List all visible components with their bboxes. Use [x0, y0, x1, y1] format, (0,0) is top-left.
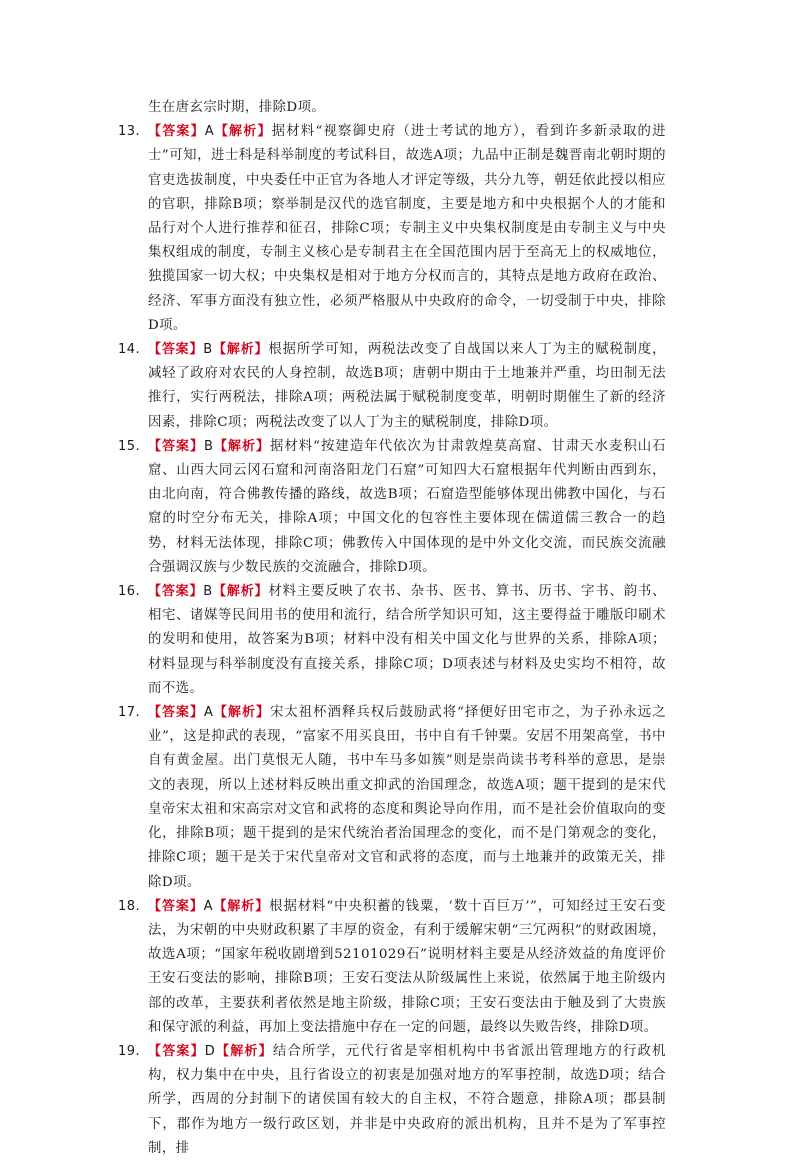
answer-tag: 【答案】	[148, 1043, 205, 1059]
question-number: 18.	[118, 898, 141, 914]
question-number: 19.	[118, 1043, 141, 1059]
analysis-text: 材料主要反映了农书、杂书、医书、算书、历书、字书、韵书、相宅、诸媒等民间用书的使用和流行，结合所学知识可知，这主要得益于雕版印刷术的发明和使用，故答案为B项；材料中没有相关中国文化与世界的关系，排除A项；材料显现与科举制度没有直接关系，排除C项；D项表述与材料及史实均不相符，故而不选。	[148, 584, 666, 696]
analysis-text: 根据所学可知，两税法改变了自战国以来人丁为主的赋税制度，减轻了政府对农民的人身控制，故选B项；唐朝中期由于土地兼并严重，均田制无法推行，实行两税法，排除A项；两税法属于赋税制度变革，明朝时期催生了新的经济因素，排除C项；两税法改变了以人丁为主的赋税制度，排除D项。	[148, 342, 666, 430]
answer-item-14	[118, 338, 666, 435]
analysis-text: 根据材料“中央积蓄的钱粟，‘数十百巨万’”，可知经过王安石变法，为宋朝的中央财政积累了丰厚的资金，有利于缓解宋朝“三冗两积”的财政困境，故选A项；“国家年税收剧增到52101029石”说明材料主要是从经济效益的角度评价王安石变法的影响，排除B项；王安石变法从阶级属性上来说，依然属于地主阶级内部的改革，主要获利者依然是地主阶级，排除C项；王安石变法由于触及到了大贵族和保守派的利益，再加上变法措施中存在一定的问题，最终以失败告终，排除D项。	[148, 898, 666, 1035]
analysis-text: 据材料“视察御史府（进士考试的地方），看到许多新录取的进士”可知，进士科是科举制度的考试科目，故选A项；九品中正制是魏晋南北朝时期的官吏选拔制度，中央委任中正官为各地人才评定等级，共分九等，朝廷依此授以相应的官职，排除B项；察举制是汉代的选官制度，主要是地方和中央根据个人的才能和品行对个人进行推荐和征召，排除C项；专制主义中央集权制度是由专制主义与中央集权组成的制度，专制主义核心是专制君主在全国范围内居于至高无上的权威地位，独揽国家一切大权；中央集权是相对于地方分权而言的，其特点是地方政府在政治、经济、军事方面没有独立性，必须严格服从中央政府的命令，一切受制于中央，排除D项。	[148, 124, 666, 333]
answer-tag: 【答案】	[148, 705, 205, 721]
question-number: 13.	[118, 124, 141, 140]
analysis-text: 结合所学，元代行省是宰相机构中书省派出管理地方的行政机构，权力集中在中央，且行省设立的初衷是加强对地方的军事控制，故选D项；结合所学，西周的分封制下的诸侯国有较大的自主权，不符合题意，排除A项；郡县制下，郡作为地方一级行政区划，并非是中央政府的派出机构，且并不是为了军事控制，排	[148, 1043, 666, 1156]
analysis-text: 宋太祖杯酒释兵权后鼓励武将“择便好田宅市之，为子孙永远之业”，这是抑武的表现，“富家不用买良田，书中自有千钟粟。安居不用架高堂，书中自有黄金屋。出门莫恨无人随，书中车马多如簇”则是崇尚读书考科举的意思，是崇文的表现，所以上述材料反映出重文抑武的治国理念，故选A项；题干提到的是宋代皇帝宋太祖和宋高宗对文官和武将的态度和舆论导向作用，而不是社会价值取向的变化，排除B项；题干提到的是宋代统治者治国理念的变化，而不是门第观念的变化，排除C项；题干是关于宋代皇帝对文官和武将的态度，而与土地兼并的政策无关，排除D项。	[148, 705, 666, 890]
analysis-tag: 【解析】	[215, 1043, 273, 1059]
answer-letter: D	[204, 1043, 216, 1059]
question-number: 15.	[118, 438, 141, 454]
analysis-tag: 【解析】	[214, 124, 272, 140]
answer-tag: 【答案】	[148, 584, 204, 600]
analysis-tag: 【解析】	[212, 342, 269, 358]
analysis-text: 据材料“按建造年代依次为甘肃敦煌莫高窟、甘肃天水麦积山石窟、山西大同云冈石窟和河南洛阳龙门石窟”可知四大石窟根据年代判断由西到东，由北向南，符合佛教传播的路线，故选B项；石窟造型能够体现出佛教中国化，与石窟的时空分布无关，排除A项；中国文化的包容性主要体现在儒道儒三教合一的趋势，材料无法体现，排除C项；佛教传入中国体现的是中外文化交流，而民族交流融合强调汉族与少数民族的交流融合，排除D项。	[148, 438, 666, 575]
analysis-tag: 【解析】	[213, 705, 270, 721]
answer-item-16	[118, 580, 666, 701]
question-number: 16.	[118, 584, 141, 600]
question-number: 17.	[118, 705, 141, 721]
answer-item-19	[118, 1040, 666, 1161]
answer-item-13	[118, 120, 666, 338]
answer-tag: 【答案】	[148, 124, 205, 140]
answer-tag: 【答案】	[148, 438, 205, 454]
answer-item-17	[118, 701, 666, 895]
answer-letter: B	[203, 584, 213, 600]
answer-letter: B	[203, 342, 213, 358]
answer-item-18	[118, 895, 666, 1040]
answer-tag: 【答案】	[148, 342, 204, 358]
analysis-tag: 【解析】	[213, 438, 270, 454]
analysis-tag: 【解析】	[212, 584, 269, 600]
question-number: 14.	[118, 342, 141, 358]
answer-letter: A	[204, 705, 214, 721]
analysis-tag: 【解析】	[213, 898, 270, 914]
continuation-line: 生在唐玄宗时期，排除D项。	[148, 100, 326, 115]
answer-tag: 【答案】	[148, 898, 204, 914]
answer-letter: A	[204, 124, 215, 140]
answer-explanations	[118, 96, 666, 1161]
answer-letter: A	[203, 898, 214, 914]
answer-letter: B	[204, 438, 214, 454]
answer-item-15	[118, 435, 666, 580]
